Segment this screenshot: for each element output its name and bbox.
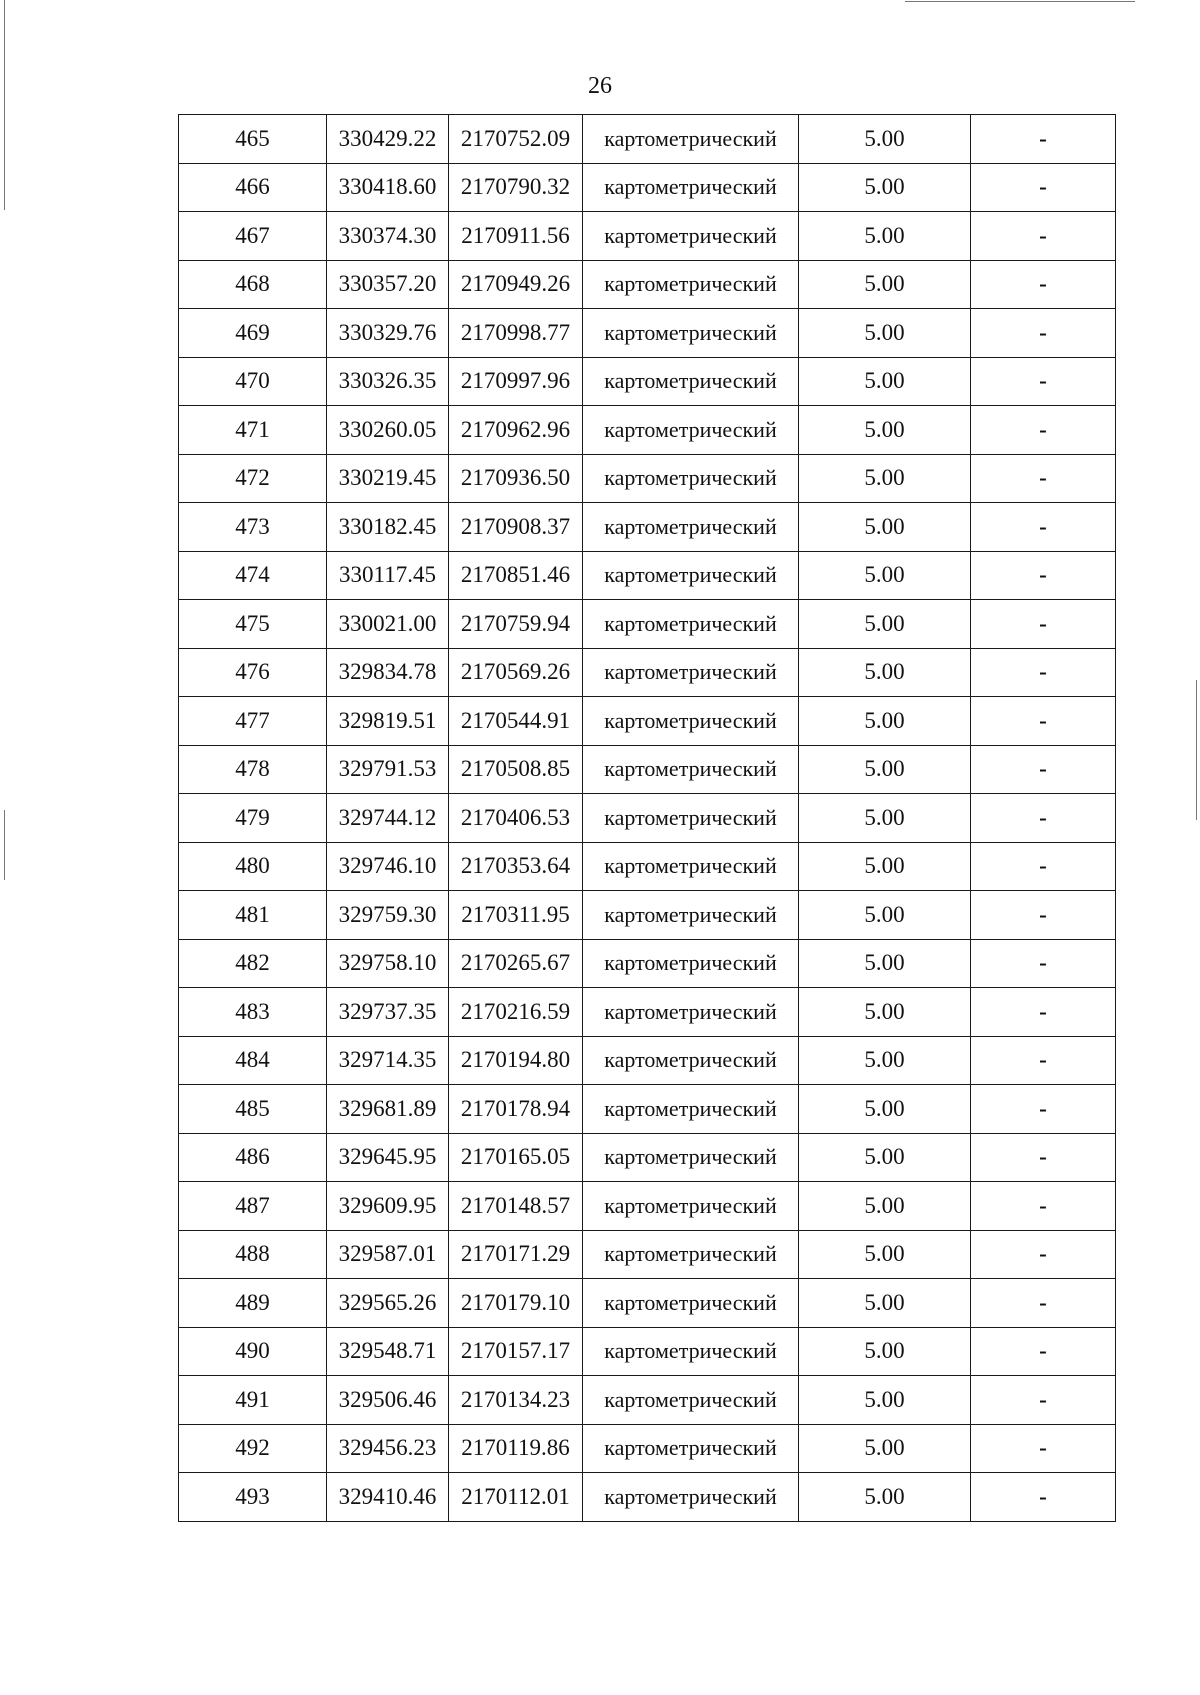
x-coordinate-cell: 330329.76 — [327, 309, 449, 358]
method-cell: картометрический — [583, 794, 799, 843]
x-coordinate-cell: 329746.10 — [327, 842, 449, 891]
accuracy-cell: 5.00 — [799, 988, 971, 1037]
y-coordinate-cell: 2170406.53 — [449, 794, 583, 843]
description-cell: - — [971, 1473, 1116, 1522]
accuracy-cell: 5.00 — [799, 1279, 971, 1328]
point-number-cell: 469 — [179, 309, 327, 358]
table-row — [179, 454, 1116, 503]
table-row — [179, 1133, 1116, 1182]
x-coordinate-cell: 330357.20 — [327, 260, 449, 309]
point-number-cell: 478 — [179, 745, 327, 794]
x-coordinate-cell: 329587.01 — [327, 1230, 449, 1279]
accuracy-cell: 5.00 — [799, 794, 971, 843]
accuracy-cell: 5.00 — [799, 1133, 971, 1182]
accuracy-cell: 5.00 — [799, 163, 971, 212]
point-number-cell: 476 — [179, 648, 327, 697]
table-row — [179, 1182, 1116, 1231]
description-cell: - — [971, 891, 1116, 940]
method-cell: картометрический — [583, 988, 799, 1037]
point-number-cell: 482 — [179, 939, 327, 988]
x-coordinate-cell: 329410.46 — [327, 1473, 449, 1522]
description-cell: - — [971, 1036, 1116, 1085]
description-cell: - — [971, 1327, 1116, 1376]
y-coordinate-cell: 2170134.23 — [449, 1376, 583, 1425]
description-cell: - — [971, 406, 1116, 455]
method-cell: картометрический — [583, 212, 799, 261]
point-number-cell: 486 — [179, 1133, 327, 1182]
x-coordinate-cell: 329791.53 — [327, 745, 449, 794]
y-coordinate-cell: 2170353.64 — [449, 842, 583, 891]
table-row — [179, 357, 1116, 406]
table-row — [179, 842, 1116, 891]
point-number-cell: 472 — [179, 454, 327, 503]
accuracy-cell: 5.00 — [799, 842, 971, 891]
x-coordinate-cell: 330182.45 — [327, 503, 449, 552]
method-cell: картометрический — [583, 1230, 799, 1279]
method-cell: картометрический — [583, 600, 799, 649]
accuracy-cell: 5.00 — [799, 260, 971, 309]
y-coordinate-cell: 2170569.26 — [449, 648, 583, 697]
method-cell: картометрический — [583, 503, 799, 552]
accuracy-cell: 5.00 — [799, 891, 971, 940]
y-coordinate-cell: 2170908.37 — [449, 503, 583, 552]
x-coordinate-cell: 329681.89 — [327, 1085, 449, 1134]
method-cell: картометрический — [583, 1424, 799, 1473]
point-number-cell: 468 — [179, 260, 327, 309]
accuracy-cell: 5.00 — [799, 454, 971, 503]
x-coordinate-cell: 330326.35 — [327, 357, 449, 406]
description-cell: - — [971, 794, 1116, 843]
description-cell: - — [971, 648, 1116, 697]
method-cell: картометрический — [583, 891, 799, 940]
point-number-cell: 488 — [179, 1230, 327, 1279]
x-coordinate-cell: 330021.00 — [327, 600, 449, 649]
method-cell: картометрический — [583, 551, 799, 600]
point-number-cell: 485 — [179, 1085, 327, 1134]
accuracy-cell: 5.00 — [799, 1230, 971, 1279]
table-row — [179, 212, 1116, 261]
x-coordinate-cell: 330418.60 — [327, 163, 449, 212]
table-row — [179, 1230, 1116, 1279]
table-row — [179, 891, 1116, 940]
y-coordinate-cell: 2170998.77 — [449, 309, 583, 358]
description-cell: - — [971, 939, 1116, 988]
point-number-cell: 480 — [179, 842, 327, 891]
method-cell: картометрический — [583, 260, 799, 309]
y-coordinate-cell: 2170216.59 — [449, 988, 583, 1037]
point-number-cell: 481 — [179, 891, 327, 940]
table-row — [179, 1376, 1116, 1425]
description-cell: - — [971, 1182, 1116, 1231]
x-coordinate-cell: 329759.30 — [327, 891, 449, 940]
method-cell: картометрический — [583, 454, 799, 503]
method-cell: картометрический — [583, 1085, 799, 1134]
x-coordinate-cell: 329456.23 — [327, 1424, 449, 1473]
y-coordinate-cell: 2170508.85 — [449, 745, 583, 794]
x-coordinate-cell: 329506.46 — [327, 1376, 449, 1425]
description-cell: - — [971, 163, 1116, 212]
accuracy-cell: 5.00 — [799, 1473, 971, 1522]
table-row — [179, 988, 1116, 1037]
accuracy-cell: 5.00 — [799, 551, 971, 600]
x-coordinate-cell: 329609.95 — [327, 1182, 449, 1231]
y-coordinate-cell: 2170311.95 — [449, 891, 583, 940]
x-coordinate-cell: 329565.26 — [327, 1279, 449, 1328]
table-row — [179, 648, 1116, 697]
description-cell: - — [971, 1376, 1116, 1425]
page-number: 26 — [588, 73, 612, 99]
method-cell: картометрический — [583, 697, 799, 746]
method-cell: картометрический — [583, 163, 799, 212]
accuracy-cell: 5.00 — [799, 357, 971, 406]
x-coordinate-cell: 329819.51 — [327, 697, 449, 746]
x-coordinate-cell: 329737.35 — [327, 988, 449, 1037]
description-cell: - — [971, 842, 1116, 891]
scan-edge-mark-right — [1196, 680, 1197, 820]
accuracy-cell: 5.00 — [799, 1085, 971, 1134]
description-cell: - — [971, 1279, 1116, 1328]
y-coordinate-cell: 2170911.56 — [449, 212, 583, 261]
y-coordinate-cell: 2170544.91 — [449, 697, 583, 746]
table-row — [179, 551, 1116, 600]
table-row — [179, 697, 1116, 746]
y-coordinate-cell: 2170851.46 — [449, 551, 583, 600]
description-cell: - — [971, 503, 1116, 552]
x-coordinate-cell: 330117.45 — [327, 551, 449, 600]
description-cell: - — [971, 357, 1116, 406]
x-coordinate-cell: 329834.78 — [327, 648, 449, 697]
point-number-cell: 483 — [179, 988, 327, 1037]
table-row — [179, 600, 1116, 649]
accuracy-cell: 5.00 — [799, 745, 971, 794]
method-cell: картометрический — [583, 406, 799, 455]
method-cell: картометрический — [583, 115, 799, 164]
table-row — [179, 1085, 1116, 1134]
description-cell: - — [971, 1133, 1116, 1182]
accuracy-cell: 5.00 — [799, 406, 971, 455]
y-coordinate-cell: 2170949.26 — [449, 260, 583, 309]
accuracy-cell: 5.00 — [799, 1327, 971, 1376]
description-cell: - — [971, 1424, 1116, 1473]
point-number-cell: 490 — [179, 1327, 327, 1376]
x-coordinate-cell: 329645.95 — [327, 1133, 449, 1182]
table-row — [179, 406, 1116, 455]
method-cell: картометрический — [583, 1036, 799, 1085]
method-cell: картометрический — [583, 309, 799, 358]
accuracy-cell: 5.00 — [799, 115, 971, 164]
description-cell: - — [971, 697, 1116, 746]
description-cell: - — [971, 600, 1116, 649]
y-coordinate-cell: 2170157.17 — [449, 1327, 583, 1376]
x-coordinate-cell: 329758.10 — [327, 939, 449, 988]
description-cell: - — [971, 212, 1116, 261]
description-cell: - — [971, 1085, 1116, 1134]
y-coordinate-cell: 2170997.96 — [449, 357, 583, 406]
y-coordinate-cell: 2170936.50 — [449, 454, 583, 503]
y-coordinate-cell: 2170752.09 — [449, 115, 583, 164]
accuracy-cell: 5.00 — [799, 212, 971, 261]
description-cell: - — [971, 309, 1116, 358]
table-row — [179, 1327, 1116, 1376]
method-cell: картометрический — [583, 1133, 799, 1182]
x-coordinate-cell: 330260.05 — [327, 406, 449, 455]
y-coordinate-cell: 2170265.67 — [449, 939, 583, 988]
description-cell: - — [971, 745, 1116, 794]
description-cell: - — [971, 1230, 1116, 1279]
scan-edge-mark-left-bottom — [4, 810, 5, 880]
x-coordinate-cell: 330219.45 — [327, 454, 449, 503]
y-coordinate-cell: 2170179.10 — [449, 1279, 583, 1328]
accuracy-cell: 5.00 — [799, 1424, 971, 1473]
description-cell: - — [971, 551, 1116, 600]
method-cell: картометрический — [583, 842, 799, 891]
accuracy-cell: 5.00 — [799, 697, 971, 746]
y-coordinate-cell: 2170194.80 — [449, 1036, 583, 1085]
accuracy-cell: 5.00 — [799, 939, 971, 988]
y-coordinate-cell: 2170112.01 — [449, 1473, 583, 1522]
point-number-cell: 479 — [179, 794, 327, 843]
table-row — [179, 309, 1116, 358]
point-number-cell: 484 — [179, 1036, 327, 1085]
description-cell: - — [971, 988, 1116, 1037]
point-number-cell: 489 — [179, 1279, 327, 1328]
coordinates-table-body — [179, 115, 1116, 1522]
x-coordinate-cell: 330429.22 — [327, 115, 449, 164]
table-row — [179, 745, 1116, 794]
point-number-cell: 467 — [179, 212, 327, 261]
table-row — [179, 503, 1116, 552]
accuracy-cell: 5.00 — [799, 1376, 971, 1425]
accuracy-cell: 5.00 — [799, 309, 971, 358]
table-row — [179, 163, 1116, 212]
x-coordinate-cell: 329548.71 — [327, 1327, 449, 1376]
table-row — [179, 1424, 1116, 1473]
point-number-cell: 465 — [179, 115, 327, 164]
point-number-cell: 473 — [179, 503, 327, 552]
description-cell: - — [971, 454, 1116, 503]
table-row — [179, 1036, 1116, 1085]
point-number-cell: 470 — [179, 357, 327, 406]
accuracy-cell: 5.00 — [799, 648, 971, 697]
method-cell: картометрический — [583, 1473, 799, 1522]
coordinates-table — [178, 114, 1116, 1522]
accuracy-cell: 5.00 — [799, 503, 971, 552]
y-coordinate-cell: 2170178.94 — [449, 1085, 583, 1134]
accuracy-cell: 5.00 — [799, 1182, 971, 1231]
point-number-cell: 493 — [179, 1473, 327, 1522]
table-row — [179, 260, 1116, 309]
table-row — [179, 115, 1116, 164]
x-coordinate-cell: 329744.12 — [327, 794, 449, 843]
table-row — [179, 1279, 1116, 1328]
point-number-cell: 475 — [179, 600, 327, 649]
y-coordinate-cell: 2170790.32 — [449, 163, 583, 212]
method-cell: картометрический — [583, 1327, 799, 1376]
table-row — [179, 794, 1116, 843]
y-coordinate-cell: 2170165.05 — [449, 1133, 583, 1182]
table-row — [179, 1473, 1116, 1522]
y-coordinate-cell: 2170171.29 — [449, 1230, 583, 1279]
point-number-cell: 466 — [179, 163, 327, 212]
accuracy-cell: 5.00 — [799, 1036, 971, 1085]
scan-edge-mark-top — [905, 1, 1135, 2]
y-coordinate-cell: 2170962.96 — [449, 406, 583, 455]
y-coordinate-cell: 2170148.57 — [449, 1182, 583, 1231]
point-number-cell: 471 — [179, 406, 327, 455]
x-coordinate-cell: 329714.35 — [327, 1036, 449, 1085]
method-cell: картометрический — [583, 1279, 799, 1328]
method-cell: картометрический — [583, 745, 799, 794]
point-number-cell: 487 — [179, 1182, 327, 1231]
x-coordinate-cell: 330374.30 — [327, 212, 449, 261]
table-row — [179, 939, 1116, 988]
scan-edge-mark-left-top — [4, 0, 5, 210]
y-coordinate-cell: 2170759.94 — [449, 600, 583, 649]
method-cell: картометрический — [583, 1182, 799, 1231]
description-cell: - — [971, 115, 1116, 164]
description-cell: - — [971, 260, 1116, 309]
y-coordinate-cell: 2170119.86 — [449, 1424, 583, 1473]
accuracy-cell: 5.00 — [799, 600, 971, 649]
point-number-cell: 491 — [179, 1376, 327, 1425]
method-cell: картометрический — [583, 357, 799, 406]
method-cell: картометрический — [583, 648, 799, 697]
point-number-cell: 474 — [179, 551, 327, 600]
method-cell: картометрический — [583, 1376, 799, 1425]
method-cell: картометрический — [583, 939, 799, 988]
point-number-cell: 477 — [179, 697, 327, 746]
point-number-cell: 492 — [179, 1424, 327, 1473]
